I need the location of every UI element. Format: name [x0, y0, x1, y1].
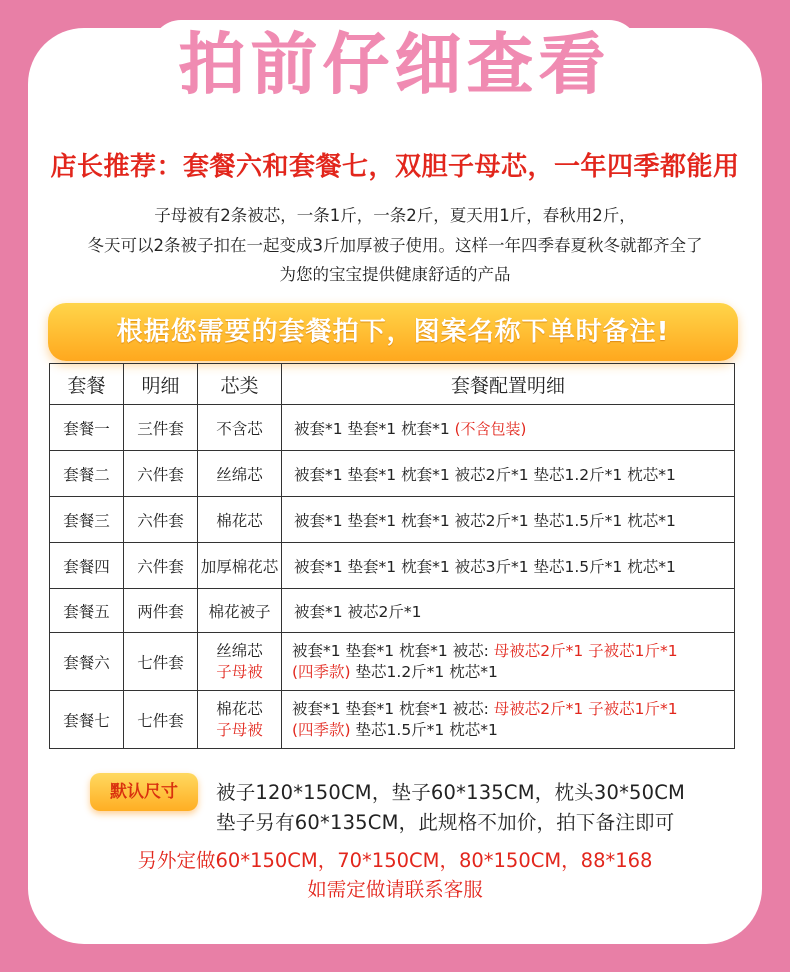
- plan-name: 套餐二: [50, 451, 124, 497]
- default-size-badge: 默认尺寸: [90, 773, 198, 811]
- plan-core: 棉花芯: [216, 699, 263, 718]
- plan-detail-text: 被套*1 垫套*1 枕套*1: [294, 419, 450, 438]
- plan-name: 套餐一: [50, 405, 124, 451]
- plan-detail: [282, 633, 735, 691]
- plan-detail: 被套*1 垫套*1 枕套*1 被芯2斤*1 垫芯1.2斤*1 枕芯*1: [282, 451, 735, 497]
- plan-name: 套餐三: [50, 497, 124, 543]
- plan-name: 套餐六: [50, 633, 124, 691]
- plan-detail: 被套*1 垫套*1 枕套*1 被芯2斤*1 垫芯1.5斤*1 枕芯*1: [282, 497, 735, 543]
- plan-name: 套餐四: [50, 543, 124, 589]
- description-line-2: 冬天可以2条被子扣在一起变成3斤加厚被子使用。这样一年四季春夏秋冬就都齐全了: [87, 236, 703, 255]
- plan-detail: [282, 691, 735, 749]
- title-wrap: [0, 20, 790, 110]
- description-line-1: 子母被有2条被芯，一条1斤，一条2斤，夏天用1斤，春秋用2斤，: [154, 206, 636, 225]
- plan-core-cell: [198, 691, 282, 749]
- plan-count: 六件套: [124, 451, 198, 497]
- table-header-row: [50, 364, 735, 405]
- plan-season-note: (四季款): [292, 720, 351, 739]
- plan-count: 六件套: [124, 543, 198, 589]
- custom-size-line-2: 如需定做请联系客服: [307, 878, 483, 901]
- table-row: [50, 405, 735, 451]
- plan-detail: [282, 405, 735, 451]
- plan-count: 七件套: [124, 691, 198, 749]
- plan-detail-note: 母被芯2斤*1 子被芯1斤*1: [493, 699, 678, 718]
- plan-detail: 被套*1 垫套*1 枕套*1 被芯3斤*1 垫芯1.5斤*1 枕芯*1: [282, 543, 735, 589]
- default-size-line-1: 被子120*150CM，垫子60*135CM，枕头30*50CM: [216, 781, 686, 804]
- table-row: [50, 633, 735, 691]
- table-row: [50, 589, 735, 633]
- plan-core: 加厚棉花芯: [198, 543, 282, 589]
- plan-core: 丝绵芯: [216, 641, 263, 660]
- plan-name: 套餐五: [50, 589, 124, 633]
- plan-detail-line2: 垫芯1.5斤*1 枕芯*1: [350, 720, 498, 739]
- custom-size-line-1: 另外定做60*150CM，70*150CM，80*150CM，88*168: [137, 849, 653, 872]
- table-row: [50, 543, 735, 589]
- table-row: [50, 691, 735, 749]
- plan-core-cell: [198, 633, 282, 691]
- plan-count: 两件套: [124, 589, 198, 633]
- header-core: 芯类: [198, 364, 282, 405]
- plan-core: 不含芯: [198, 405, 282, 451]
- order-note-banner: 根据您需要的套餐拍下，图案名称下单时备注!: [48, 303, 738, 361]
- plan-name: 套餐七: [50, 691, 124, 749]
- header-count: 明细: [124, 364, 198, 405]
- plan-count: 六件套: [124, 497, 198, 543]
- plan-core: 棉花被子: [198, 589, 282, 633]
- header-detail: 套餐配置明细: [282, 364, 735, 405]
- plan-detail-note: (不含包装): [454, 419, 527, 438]
- plan-detail-note: 母被芯2斤*1 子被芯1斤*1: [493, 641, 678, 660]
- plan-detail-line2: 垫芯1.2斤*1 枕芯*1: [350, 662, 498, 681]
- default-size-line-2: 垫子另有60*135CM，此规格不加价，拍下备注即可: [216, 811, 675, 834]
- header-plan: 套餐: [50, 364, 124, 405]
- plan-core-note: 子母被: [216, 720, 263, 739]
- plan-count: 七件套: [124, 633, 198, 691]
- recommendation-text: 店长推荐：套餐六和套餐七，双胆子母芯，一年四季都能用: [50, 152, 740, 182]
- plan-count: 三件套: [124, 405, 198, 451]
- plan-core-note: 子母被: [216, 662, 263, 681]
- plan-detail: 被套*1 被芯2斤*1: [282, 589, 735, 633]
- plan-detail-text: 被套*1 垫套*1 枕套*1 被芯:: [292, 641, 494, 660]
- plan-core: 棉花芯: [198, 497, 282, 543]
- table-row: [50, 497, 735, 543]
- description-line-3: 为您的宝宝提供健康舒适的产品: [279, 265, 511, 284]
- page-title: 拍前仔细查看: [151, 20, 639, 110]
- plan-detail-text: 被套*1 垫套*1 枕套*1 被芯:: [292, 699, 494, 718]
- plan-core: 丝绵芯: [198, 451, 282, 497]
- plan-season-note: (四季款): [292, 662, 351, 681]
- plan-table: [49, 363, 735, 749]
- table-row: [50, 451, 735, 497]
